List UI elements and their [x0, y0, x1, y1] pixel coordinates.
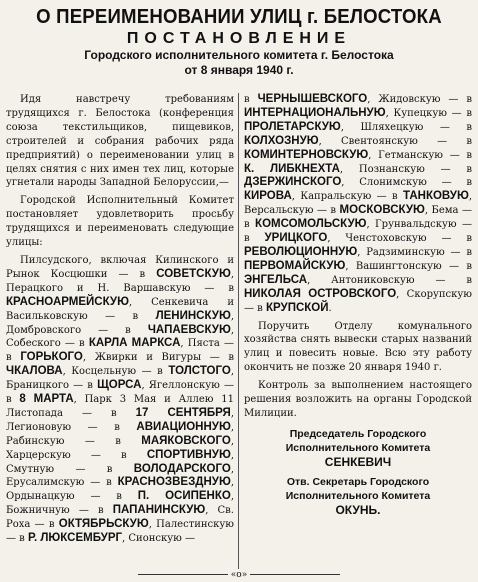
new-street-name: ТАНКОВУЮ	[403, 190, 469, 203]
new-street-name: СОВЕТСКУЮ	[156, 267, 231, 280]
new-street-name: КРУПСКОЙ	[266, 301, 329, 314]
old-street-name-text: , Пяста — в	[6, 338, 234, 364]
new-street-name: 17 СЕНТЯБРЯ	[135, 406, 231, 419]
new-street-name: РЕВОЛЮЦИОННУЮ	[244, 245, 358, 258]
new-street-name: ЭНГЕЛЬСА	[244, 273, 308, 286]
new-street-name: ЩОРСА	[97, 379, 142, 392]
old-street-name-text: , Ерусалимскую — в	[6, 463, 234, 489]
new-street-name: КИРОВА	[244, 190, 292, 203]
new-street-name: ЧЕРНЫШЕВСКОГО	[257, 93, 368, 105]
old-street-name-text: , Ягеллонскую — в	[6, 380, 234, 406]
old-street-name-text: , Гетманскую — в	[368, 149, 472, 161]
new-street-name: КАРЛА МАРКСА	[88, 337, 181, 350]
new-street-name: ЧАПАЕВСКУЮ	[147, 323, 231, 336]
new-street-name: ЛЕНИНСКУЮ	[155, 309, 231, 322]
new-street-name: ПРОЛЕТАРСКУЮ	[244, 120, 341, 133]
new-street-name: ПАПАНИНСКУЮ	[112, 504, 206, 517]
old-street-name-text: , Парк 3 Мая и Аллею 11 Листопада — в	[6, 394, 234, 419]
old-street-name-text: , Бема — в	[244, 205, 472, 231]
new-street-name: КРАСНОАРМЕЙСКУЮ	[6, 295, 129, 308]
new-street-name: Р. ЛЮКСЕМБУРГ	[28, 532, 123, 545]
footer-mark: «о»	[230, 570, 248, 580]
new-street-name: УРИЦКОГО	[264, 232, 328, 245]
new-street-name: ВОЛОДАРСКОГО	[133, 462, 231, 475]
old-street-name-text: , Шляхецкую — в	[340, 121, 472, 133]
new-street-name: ТОЛСТОГО	[168, 365, 231, 378]
old-street-name-text: , Божничную — в	[6, 491, 234, 517]
old-street-name-text: .	[328, 302, 332, 314]
old-street-name-text: , Собеского — в	[6, 324, 234, 350]
old-street-name-text: , Рабинскую — в	[6, 421, 234, 447]
new-street-name: К. ЛИБКНЕХТА	[244, 162, 340, 175]
chairman-signature	[244, 427, 472, 469]
old-street-name-text: , Слонимскую — в	[341, 177, 472, 189]
new-street-name: АВИАЦИОННУЮ	[136, 420, 231, 433]
old-street-name-text: , Вашингтонскую — в	[345, 260, 472, 272]
new-street-name: СПОРТИВНУЮ	[146, 448, 231, 461]
old-street-name-text: , Домбровского — в	[6, 310, 234, 336]
old-street-name-text: , Капральскую — в	[291, 191, 404, 203]
old-street-name-text: , Сенкевича и Васильковскую — в	[6, 296, 234, 322]
old-street-name-text: , Харцерскую — в	[6, 435, 234, 461]
new-street-name: 8 МАРТА	[19, 393, 74, 406]
issuing-authority: Городского исполнительного комитета г. Белостока	[84, 48, 394, 62]
old-street-name-text: , Жвирки и Вигуры — в	[82, 352, 235, 364]
new-street-name: ЧКАЛОВА	[6, 365, 63, 378]
new-street-name: КОЛХОЗНУЮ	[244, 134, 319, 147]
secretary-name: ОКУНЬ.	[335, 502, 381, 517]
old-street-name-text: , Свентоянскую — в	[318, 135, 472, 147]
decree-heading: ПОСТАНОВЛЕНИЕ	[126, 30, 352, 47]
secretary-signature	[244, 475, 472, 517]
old-street-name-text: , Перацкого и Н. Варшавскую — в	[6, 268, 234, 294]
new-street-name: ДЗЕРЖИНСКОГО	[244, 176, 342, 189]
article-body	[6, 93, 472, 569]
old-street-name-text: Пилсудского, включая Килинского и Рынок Косцюшки — в	[6, 254, 234, 280]
old-street-name-text: , Смутную — в	[6, 449, 234, 475]
instruction-paragraph: Поручить Отделу комунального хозяйства снять вывески старых названий улиц и повесить новые. Всю эту работу окончить не позже 20 января 1940 г.	[244, 320, 472, 374]
new-street-name: КОМСОМОЛЬСКУЮ	[255, 218, 367, 231]
old-street-name-text: , Грунвальдскую — в	[244, 219, 473, 245]
control-paragraph: Контроль за выполнением настоящего решения возложить на органы Городской Милиции.	[244, 380, 472, 419]
decree-date: от 8 января 1940 г.	[184, 63, 294, 77]
old-street-name-text: , Скорупскую — в	[244, 288, 472, 314]
article-title: О ПЕРЕИМЕНОВАНИИ УЛИЦ г. БЕЛОСТОКА	[36, 6, 442, 28]
old-street-name-text: , Св. Роха — в	[6, 505, 234, 531]
old-street-name-text: , Жидовскую — в	[367, 94, 472, 105]
chairman-name: СЕНКЕВИЧ	[324, 454, 392, 469]
old-street-name-text: , Версальскую — в	[244, 191, 472, 217]
new-street-name: ПЕРВОМАЙСКУЮ	[244, 259, 346, 272]
street-list-part-2	[244, 93, 472, 316]
old-street-name-text: , Радзиминскую — в	[357, 246, 472, 258]
old-street-name-text: , Сионскую —	[122, 533, 195, 545]
new-street-name: П. ОСИПЕНКО	[137, 490, 231, 503]
old-street-name-text: , Косцельную — в	[62, 366, 169, 378]
new-street-name: КРАСНОЗВЕЗДНУЮ	[117, 476, 231, 489]
old-street-name-text: , Познанскую — в	[339, 163, 472, 175]
column-divider	[238, 93, 239, 569]
old-street-name-text: , Ченстоховскую — в	[327, 233, 472, 245]
old-street-name-text: , Антониковскую — в	[307, 274, 472, 286]
right-column	[244, 93, 472, 517]
new-street-name: НИКОЛАЯ ОСТРОВСКОГО	[244, 287, 397, 300]
preamble-paragraph: Идя навстречу требованиям трудящихся г. Белостока (конференция союза текстильщиков, пищевиков, строителей и собрания рабочих ряда предприятий) о переименовании улиц в целях снятия с них имен тех лиц, которые угнетали народы Западной Белоруссии,—	[6, 94, 234, 189]
new-street-name: МАЯКОВСКОГО	[141, 434, 231, 447]
old-street-name-text: в	[244, 94, 258, 105]
new-street-name: ОКТЯБРЬСКУЮ	[58, 518, 149, 531]
secretary-title: Отв. Секретарь Городского Исполнительного Комитета	[285, 475, 431, 502]
street-list-part-1	[6, 254, 234, 546]
footer-ornament	[0, 570, 478, 580]
footer-rule-left	[138, 574, 228, 575]
resolution-paragraph: Городской Исполнительный Комитет постановляет удовлетворить просьбу трудящихся и переименовать следующие улицы:	[6, 195, 234, 249]
old-street-name-text: , Браницкого — в	[6, 366, 234, 392]
new-street-name: КОМИНТЕРНОВСКУЮ	[244, 148, 369, 161]
left-column	[6, 93, 234, 550]
old-street-name-text: , Ордынацкую — в	[6, 477, 234, 503]
new-street-name: МОСКОВСКУЮ	[339, 204, 425, 217]
new-street-name: ГОРЬКОГО	[20, 351, 83, 364]
old-street-name-text: , Легионовую — в	[6, 407, 235, 433]
footer-rule-right	[250, 574, 340, 575]
old-street-name-text: , Палестинскую — в	[6, 519, 234, 545]
old-street-name-text: , Купецкую — в	[385, 107, 472, 119]
new-street-name: ИНТЕРНАЦИОНАЛЬНУЮ	[244, 106, 386, 119]
chairman-title: Председатель Городского Исполнительного Комитета	[285, 427, 431, 454]
